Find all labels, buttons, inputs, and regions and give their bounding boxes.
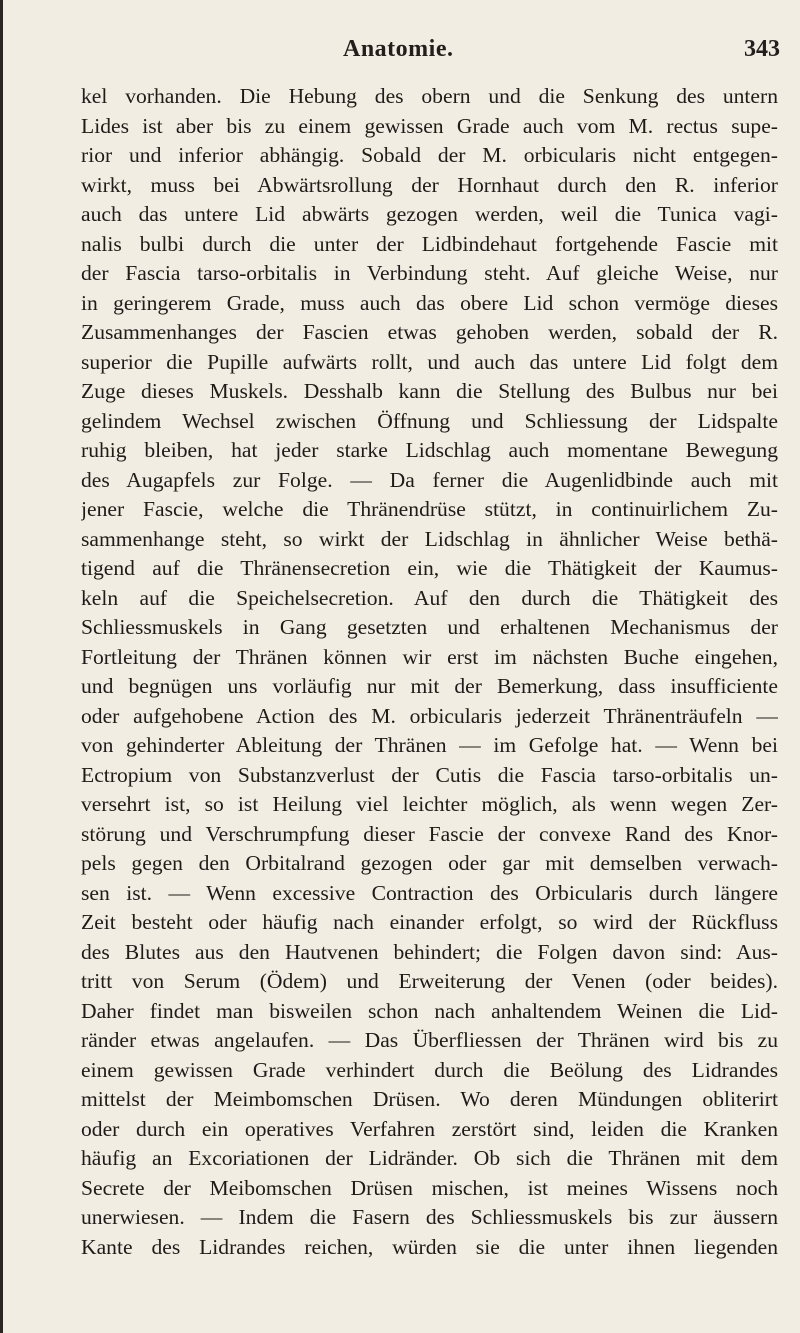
text-line: auch das untere Lid abwärts gezogen werden, weil die Tunica vagi- [81,202,778,226]
text-line: häufig an Excoriationen der Lidränder. Ob sich die Thränen mit dem [81,1146,778,1170]
text-line: von gehinderter Ableitung der Thränen — im Gefolge hat. — Wenn bei [81,733,778,757]
page-number: 343 [744,36,780,62]
text-line: nalis bulbi durch die unter der Lidbindehaut fortgehende Fascie mit [81,231,778,256]
text-line: Zeit besteht oder häufig nach einander erfolgt, so wird der Rückfluss [81,910,778,934]
text-line: Secrete der Meibomschen Drüsen mischen, ist meines Wissens noch [81,1175,778,1200]
page-header [80,36,780,76]
text-line: einem gewissen Grade verhindert durch die Beölung des Lidrandes [81,1057,778,1082]
text-line: oder durch ein operatives Verfahren zerstört sind, leiden die Kranken [81,1116,778,1141]
text-line: versehrt ist, so ist Heilung viel leichter möglich, als wenn wegen Zer- [81,792,778,816]
page-edge-shadow [0,0,3,1333]
text-line: und begnügen uns vorläufig nur mit der Bemerkung, dass insufficiente [81,674,778,698]
text-line: pels gegen den Orbitalrand gezogen oder gar mit demselben verwach- [81,851,778,875]
text-line: Zusammenhanges der Fascien etwas gehoben werden, sobald der R. [81,320,778,344]
text-line: in geringerem Grade, muss auch das obere Lid schon vermöge dieses [81,290,778,315]
text-line: keln auf die Speichelsecretion. Auf den durch die Thätigkeit des [81,585,778,610]
running-title: Anatomie. [343,36,454,62]
text-line: jener Fascie, welche die Thränendrüse stützt, in continuirlichem Zu- [81,497,778,521]
text-line: des Blutes aus den Hautvenen behindert; die Folgen davon sind: Aus- [81,939,778,964]
text-line: mittelst der Meimbomschen Drüsen. Wo deren Mündungen obliterirt [81,1087,778,1111]
text-line: störung und Verschrumpfung dieser Fascie der convexe Rand des Knor- [81,821,778,846]
text-line: unerwiesen. — Indem die Fasern des Schliessmuskels bis zur äussern [81,1205,778,1229]
text-line: ruhig bleiben, hat jeder starke Lidschlag auch momentane Bewegung [81,438,778,462]
text-line: Fortleitung der Thränen können wir erst im nächsten Buche eingehen, [81,644,778,669]
text-line: superior die Pupille aufwärts rollt, und auch das untere Lid folgt dem [81,349,778,374]
text-line: kel vorhanden. Die Hebung des obern und die Senkung des untern [81,84,778,108]
text-line: ränder etwas angelaufen. — Das Überfliessen der Thränen wird bis zu [81,1028,778,1052]
text-line: oder aufgehobene Action des M. orbicularis jederzeit Thränenträufeln — [81,703,778,728]
text-line: Daher findet man bisweilen schon nach anhaltendem Weinen die Lid- [81,998,778,1023]
text-line: gelindem Wechsel zwischen Öffnung und Schliessung der Lidspalte [81,408,778,433]
text-line: Lides ist aber bis zu einem gewissen Grade auch vom M. rectus supe- [81,113,778,138]
text-line: tritt von Serum (Ödem) und Erweiterung der Venen (oder beides). [81,969,778,993]
text-line: der Fascia tarso-orbitalis in Verbindung steht. Auf gleiche Weise, nur [81,261,778,285]
text-line: Schliessmuskels in Gang gesetzten und erhaltenen Mechanismus der [81,615,778,639]
text-line: tigend auf die Thränensecretion ein, wie die Thätigkeit der Kaumus- [81,556,778,580]
text-line: sen ist. — Wenn excessive Contraction des Orbicularis durch längere [81,880,778,905]
text-line: rior und inferior abhängig. Sobald der M. orbicularis nicht entgegen- [81,143,778,167]
text-line: Zuge dieses Muskels. Desshalb kann die Stellung des Bulbus nur bei [81,379,778,403]
body-text [81,82,778,1262]
text-line: Kante des Lidrandes reichen, würden sie die unter ihnen liegenden [81,1234,778,1259]
text-line: Ectropium von Substanzverlust der Cutis die Fascia tarso-orbitalis un- [81,762,778,787]
text-line: des Augapfels zur Folge. — Da ferner die Augenlidbinde auch mit [81,467,778,492]
text-line: wirkt, muss bei Abwärtsrollung der Hornhaut durch den R. inferior [81,172,778,197]
text-line: sammenhange steht, so wirkt der Lidschlag in ähnlicher Weise bethä- [81,526,778,551]
